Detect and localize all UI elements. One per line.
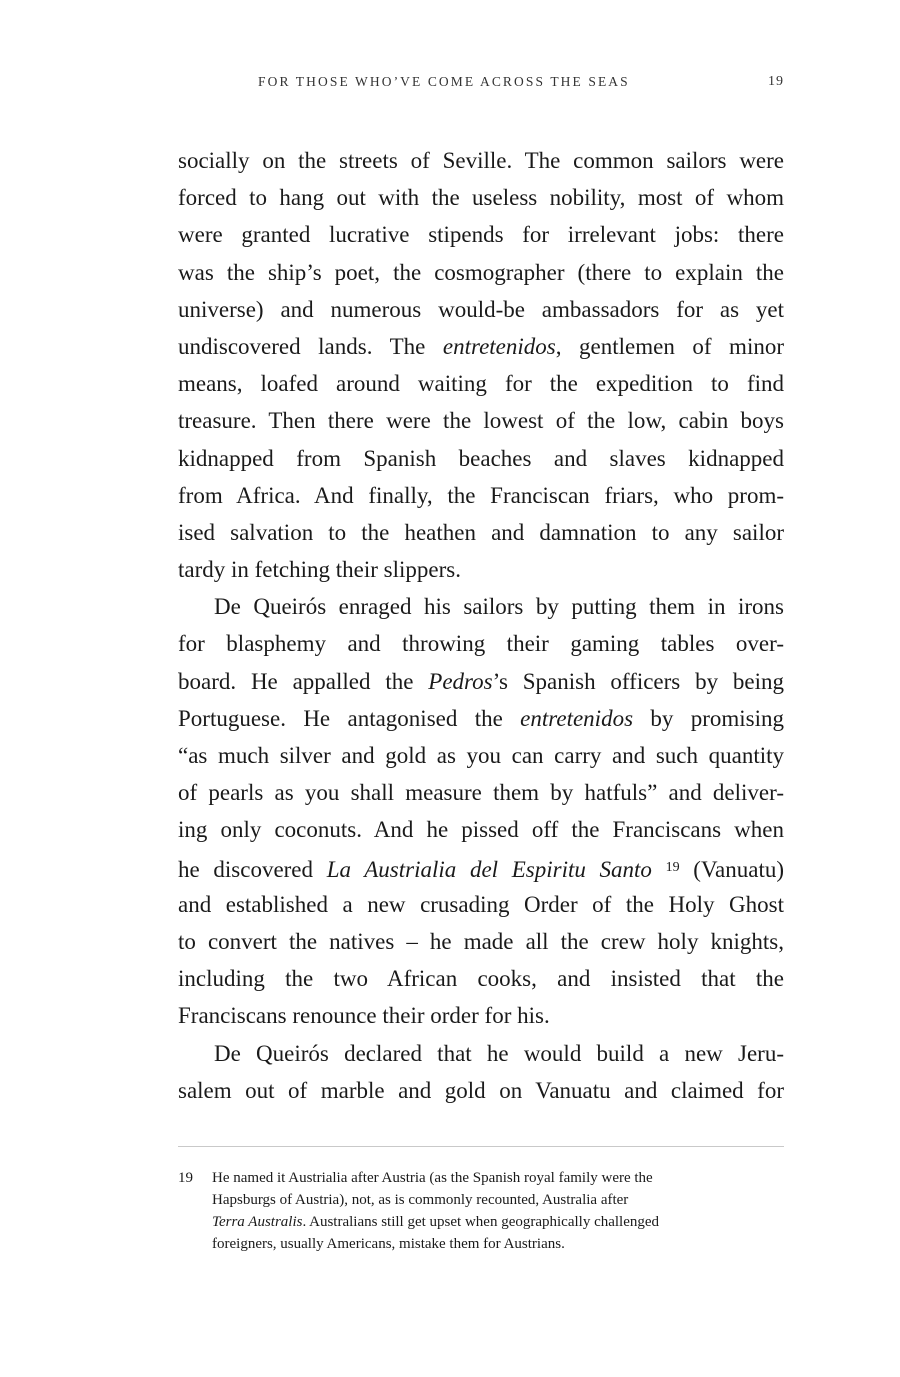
text-segment: ised salvation to the heathen and damnation to any sailor bbox=[178, 519, 784, 545]
text-line bbox=[178, 1035, 784, 1072]
text-segment: for blasphemy and throwing their gaming tables over- bbox=[178, 631, 784, 657]
text-segment: by promising bbox=[633, 705, 785, 731]
text-line bbox=[178, 588, 784, 625]
italic-text: entretenidos bbox=[442, 333, 556, 359]
text-line bbox=[178, 142, 784, 179]
text-segment: De Queirós declared that he would build a new Jeru- bbox=[214, 1040, 784, 1066]
text-segment: kidnapped from Spanish beaches and slaves kidnapped bbox=[178, 445, 784, 471]
text-line bbox=[178, 737, 784, 774]
running-head bbox=[0, 74, 900, 94]
footnote-line bbox=[212, 1189, 784, 1211]
text-line bbox=[178, 254, 784, 291]
text-segment: . Australians still get upset when geographically challenged bbox=[302, 1214, 660, 1230]
text-segment bbox=[652, 857, 666, 882]
text-line bbox=[178, 551, 784, 588]
text-segment: to convert the natives – he made all the crew holy knights, bbox=[178, 928, 784, 954]
running-title: FOR THOSE WHO’VE COME ACROSS THE SEAS bbox=[258, 74, 630, 89]
footnote-line bbox=[212, 1233, 784, 1255]
text-line bbox=[178, 1072, 784, 1109]
text-line bbox=[178, 440, 784, 477]
text-segment: from Africa. And finally, the Franciscan friars, who prom- bbox=[178, 482, 784, 508]
text-segment: ing only coconuts. And he pissed off the Franciscans when bbox=[178, 817, 784, 843]
text-segment: Portuguese. He antagonised the bbox=[178, 705, 521, 731]
text-line bbox=[178, 402, 784, 439]
text-segment: and established a new crusading Order of the Holy Ghost bbox=[178, 891, 784, 917]
text-segment: De Queirós enraged his sailors by putting them in irons bbox=[214, 594, 784, 620]
page-number: 19 bbox=[768, 74, 784, 89]
italic-text: Pedros bbox=[428, 668, 493, 694]
text-segment: was the ship’s poet, the cosmographer (there to explain the bbox=[178, 259, 784, 285]
text-segment: He named it Austrialia after Austria (as the Spanish royal family were the bbox=[212, 1170, 653, 1186]
italic-text: entretenidos bbox=[520, 705, 634, 731]
text-segment: salem out of marble and gold on Vanuatu and claimed for bbox=[178, 1077, 784, 1103]
text-segment: Hapsburgs of Austria), not, as is commonly recounted, Australia after bbox=[212, 1192, 629, 1208]
text-line bbox=[178, 328, 784, 365]
text-segment: “as much silver and gold as you can carry and such quantity bbox=[178, 743, 784, 768]
text-segment: , gentlemen of minor bbox=[555, 333, 784, 359]
text-line bbox=[178, 849, 784, 886]
text-line bbox=[178, 700, 784, 737]
italic-text: La Austrialia del Espiritu Santo bbox=[326, 856, 652, 882]
text-line bbox=[178, 811, 784, 848]
text-line bbox=[178, 663, 784, 700]
text-line bbox=[178, 997, 784, 1034]
text-segment: ’s Spanish officers by being bbox=[492, 668, 784, 694]
text-segment: undiscovered lands. The bbox=[178, 333, 443, 359]
text-segment: he discovered bbox=[178, 856, 327, 882]
text-line bbox=[178, 960, 784, 997]
text-segment: including the two African cooks, and insisted that the bbox=[178, 966, 784, 992]
text-line bbox=[178, 514, 784, 551]
footnote-text bbox=[212, 1167, 784, 1255]
text-line bbox=[178, 886, 784, 923]
text-segment: Franciscans renounce their order for his. bbox=[178, 1003, 550, 1029]
text-line bbox=[178, 625, 784, 662]
footnote-number: 19 bbox=[178, 1170, 193, 1186]
text-segment: means, loafed around waiting for the expedition to find bbox=[178, 371, 784, 397]
text-line bbox=[178, 923, 784, 960]
text-line bbox=[178, 216, 784, 253]
text-segment: board. He appalled the bbox=[178, 668, 429, 694]
text-line bbox=[178, 774, 784, 811]
footnote-line bbox=[212, 1211, 784, 1233]
footnote-line bbox=[212, 1167, 784, 1189]
text-line bbox=[178, 291, 784, 328]
footnote-rule bbox=[178, 1146, 784, 1147]
footnote-marker: 19 bbox=[665, 859, 680, 875]
text-segment: of pearls as you shall measure them by hatfuls” and deliver- bbox=[178, 780, 784, 806]
text-segment: foreigners, usually Americans, mistake them for Austrians. bbox=[212, 1236, 565, 1252]
text-line bbox=[178, 365, 784, 402]
text-line bbox=[178, 477, 784, 514]
text-segment: were granted lucrative stipends for irrelevant jobs: there bbox=[178, 222, 784, 248]
text-segment: (Vanuatu) bbox=[679, 856, 784, 882]
text-segment: universe) and numerous would-be ambassadors for as yet bbox=[178, 296, 784, 322]
body-text bbox=[178, 142, 784, 1109]
text-segment: forced to hang out with the useless nobility, most of whom bbox=[178, 185, 784, 211]
text-segment: treasure. Then there were the lowest of the low, cabin boys bbox=[178, 408, 784, 434]
text-segment: tardy in fetching their slippers. bbox=[178, 557, 461, 583]
italic-text: Terra Australis bbox=[212, 1214, 303, 1230]
text-segment: socially on the streets of Seville. The common sailors were bbox=[178, 148, 784, 173]
text-line bbox=[178, 179, 784, 216]
